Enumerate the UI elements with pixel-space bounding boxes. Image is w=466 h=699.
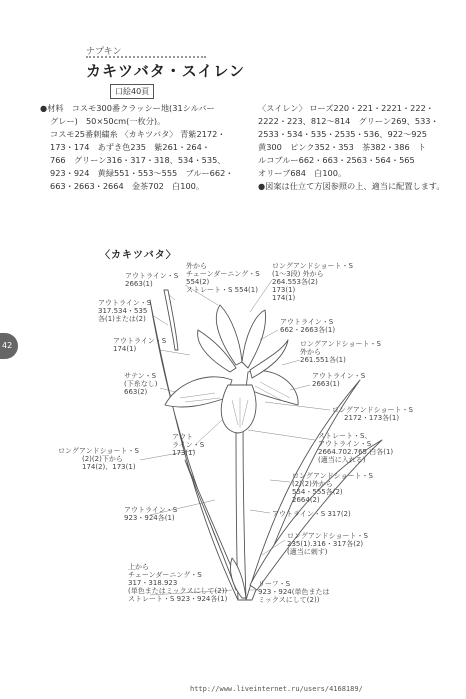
stitch-label-line: (適当に入れる) [318,456,366,464]
stitch-label [332,406,413,422]
stitch-label-line: ライン・S [172,441,205,449]
materials-line: オリーブ684 白100。 [258,168,347,178]
stitch-label-line: ロングアンドショート・S [272,262,353,270]
stitch-label [172,433,204,457]
stitch-label-line: アウトライン・S [124,506,178,514]
stitch-label-line: 264.553各(2) [272,278,318,286]
stitch-label [272,262,353,302]
stitch-label-line: リーフ・S [258,580,291,588]
stitch-label-line: ミックスにして(2)) [258,596,320,604]
stitch-label [272,510,351,518]
materials-line: ●図案は仕立て方図参照の上、適当に配置します。 [258,181,445,191]
stitch-label-line: ロングアンドショート・S [332,406,413,414]
materials-line: 2222・223、812～814 グリーン269、533・ [258,116,439,126]
stitch-label-line: サテン・S [124,372,157,380]
stitch-label-line: チェーンダーニング・S [186,270,260,278]
materials-line: ●材料 コスモ300番クラッシー地(31シルバー [40,103,215,113]
materials-line: ルコブルー662・663・2563・564・565 [258,155,415,165]
stitch-label-line: 663(2) [124,388,148,396]
materials-line: 〈スイレン〉 ローズ220・221・2221・222・ [258,103,434,113]
stitch-label-line: アウトライン・S [312,372,366,380]
stitch-label-line: アウトライン・S [280,318,334,326]
stitch-label [318,432,393,464]
stitch-label-line: 2664.702.765.白各(1) [318,448,394,456]
stitch-label-line: アウトライン・S [113,337,167,345]
stitch-label-line: 173(1) [272,286,296,294]
materials-line: 黄300 ピンク352・353 茶382・386 ト [258,142,427,152]
stitch-label-line: アウトライン・S 317(2) [272,510,351,518]
stitch-label-line: ロングアンドショート・S [300,340,381,348]
stitch-label [312,372,365,388]
footer-url: http://www.liveinternet.ru/users/4168189/ [190,685,363,693]
stitch-label-line: 174(2)、173(1) [82,463,136,471]
stitch-label-line: (2)(2)外から [292,480,333,488]
stitch-label-line: アウトライン・S [125,272,179,280]
stitch-label-line: 317.534・535 [98,307,148,315]
stitch-label-line: ロングアンドショート・S [58,447,139,455]
stitch-label-line: (単色またはミックスにして(2)) [128,587,228,595]
stitch-label [280,318,335,334]
stitch-label-line: (下糸なし) [124,380,158,388]
stitch-label-line: アウト [172,433,193,441]
materials-line: グレー) 50×50cm(一枚分)。 [50,116,166,126]
materials-line: 766 グリーン316・317・318、534・535、 [50,155,226,165]
stitch-label-line: 各(1)または(2) [98,315,146,323]
stitch-label-line: 235(1).316・317各(2) [287,540,364,548]
stitch-label [113,337,166,353]
page-title: カキツバタ・スイレン [86,62,246,80]
stitch-label-line: 2664(2) [292,496,320,504]
stitch-label [292,472,373,504]
stitch-label-line: 923・924各(1) [124,514,175,522]
stitch-label-line: 外から [186,262,207,270]
stitch-label-line: 554(2) [186,278,210,286]
stitch-label-line: アウトライン・S [318,440,372,448]
stitch-label-line: 554・555各(2) [292,488,343,496]
stitch-label [124,372,157,396]
materials-line: 173・174 あずき色235 紫261・264・ [50,142,211,152]
category-label: ナプキン [86,47,122,57]
stitch-label-line: 174(1) [272,294,296,302]
stitch-label-line: アウトライン・S [98,299,152,307]
stitch-label-line: ロングアンドショート・S [287,532,368,540]
stitch-label-line: ストレート・S 923・924各(1) [128,595,228,603]
materials-line: 663・2663・2664 金茶702 白100。 [50,181,205,191]
stitch-label [128,563,227,603]
stitch-label [125,272,178,288]
stitch-label-line: (適当に刺す) [287,548,328,556]
diagram-heading: 〈カキツバタ〉 [100,250,177,261]
stitch-label-line: 317・318.923 [128,579,178,587]
stitch-label [186,262,260,294]
reference-badge: 口絵40頁 [110,84,154,99]
materials-line: 2533・534・535・2535・536、922～925 [258,129,427,139]
stitch-label-line: 173(1) [172,449,196,457]
stitch-label-line: (1～3段) 外から [272,270,324,278]
stitch-label [258,580,329,604]
stitch-label-line: ストレート・S 554(1) [186,286,258,294]
stitch-label-line: ロングアンドショート・S [292,472,373,480]
stitch-label-line: 上から [128,563,149,571]
stitch-label-line: 2663(1) [125,280,153,288]
stitch-label-line: 662・2663各(1) [280,326,336,334]
stitch-label [287,532,368,556]
stitch-label-line: ストレート・S、 [318,432,372,440]
materials-line: コスモ25番刺繍糸 〈カキツバタ〉 青紫2172・ [50,129,226,139]
page-number-tab: 42 [0,333,18,359]
stitch-label-line: 2663(1) [312,380,340,388]
stitch-label [98,299,151,323]
materials-line: 923・924 黄緑551・553～555 ブルー662・ [50,168,234,178]
stitch-label [58,447,139,471]
stitch-label-line: 261.551各(1) [300,356,346,364]
stitch-label [300,340,381,364]
stitch-label-line: 2172・173各(1) [344,414,400,422]
stitch-label-line: 外から [300,348,321,356]
stitch-label-line: チェーンダーニング・S [128,571,202,579]
stitch-label [124,506,177,522]
stitch-label-line: 174(1) [113,345,137,353]
stitch-label-line: 923・924(単色または [258,588,330,596]
fall-bottom [221,385,256,433]
stitch-label-line: (2)(2)下から [82,455,123,463]
